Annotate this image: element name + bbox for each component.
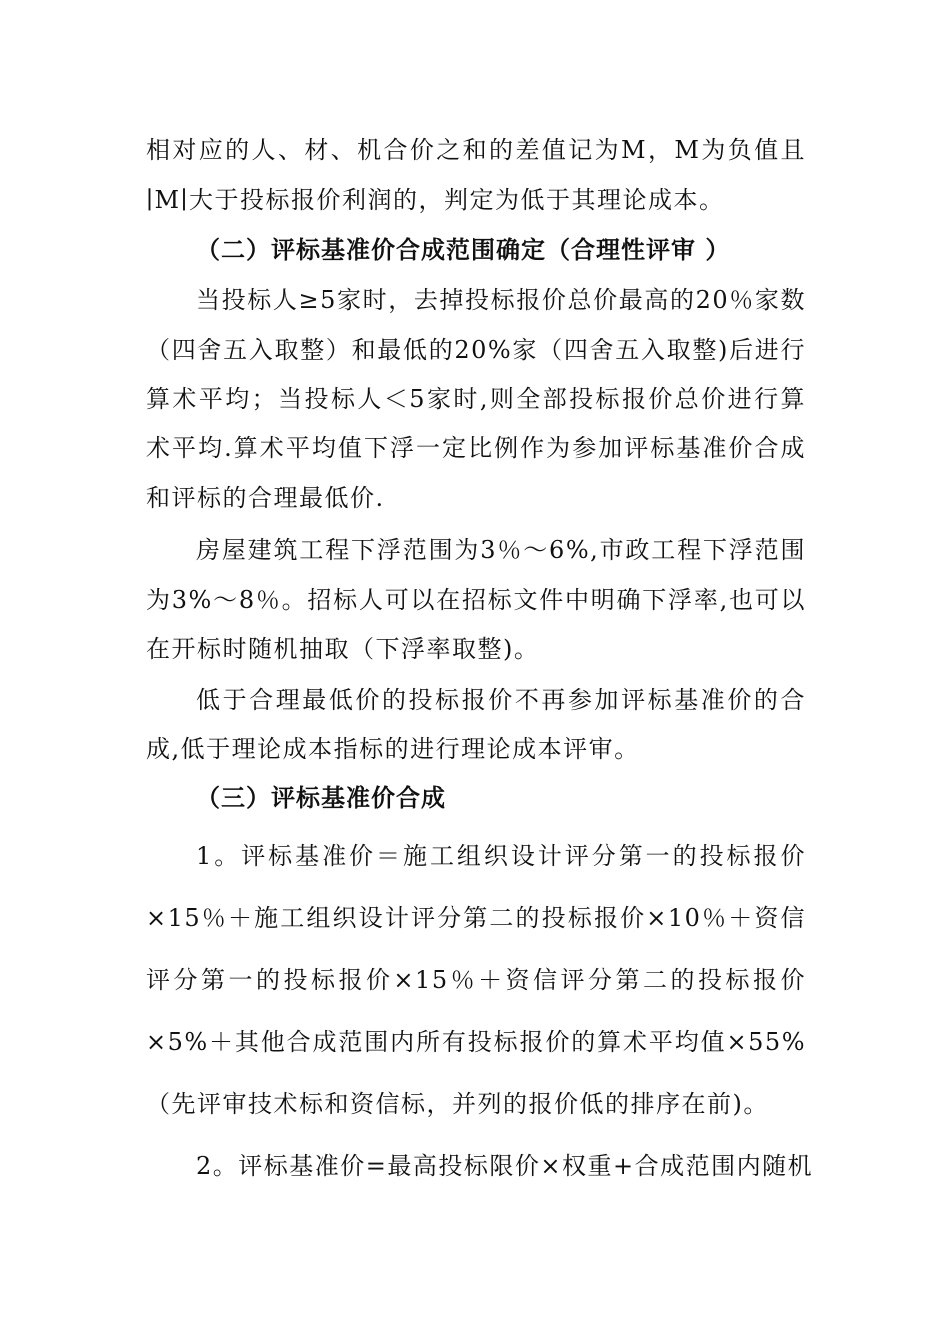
section-heading: （二）评标基准价合成范围确定（合理性评审 ） xyxy=(196,235,731,264)
body-line: ×15％＋施工组织设计评分第二的投标报价×10％＋资信 xyxy=(146,904,806,932)
body-line: 房屋建筑工程下浮范围为3％～6%,市政工程下浮范围 xyxy=(196,536,806,564)
body-line: 相对应的人、材、机合价之和的差值记为M，M为负值且 xyxy=(146,136,806,164)
section-heading: （三）评标基准价合成 xyxy=(196,783,446,812)
body-line: 为3%～8％。招标人可以在招标文件中明确下浮率,也可以 xyxy=(146,586,806,614)
body-line: （先评审技术标和资信标，并列的报价低的排序在前)。 xyxy=(146,1090,769,1118)
body-line: 1。评标基准价＝施工组织设计评分第一的投标报价 xyxy=(196,842,806,870)
body-line: 在开标时随机抽取（下浮率取整)。 xyxy=(146,635,540,663)
body-line: ∣M∣大于投标报价利润的，判定为低于其理论成本。 xyxy=(146,186,725,214)
body-line: 术平均.算术平均值下浮一定比例作为参加评标基准价合成 xyxy=(146,434,806,462)
body-line: 和评标的合理最低价. xyxy=(146,484,385,512)
body-line: （四舍五入取整）和最低的20%家（四舍五入取整)后进行 xyxy=(146,336,806,364)
body-line: 当投标人≥5家时，去掉投标报价总价最高的20％家数 xyxy=(196,286,806,314)
body-line: 低于合理最低价的投标报价不再参加评标基准价的合 xyxy=(196,686,806,714)
body-line: 算术平均；当投标人＜5家时,则全部投标报价总价进行算 xyxy=(146,385,806,413)
body-line: 2。评标基准价=最高投标限价×权重+合成范围内随机 xyxy=(196,1152,814,1180)
body-line: ×5%＋其他合成范围内所有投标报价的算术平均值×55% xyxy=(146,1028,806,1056)
body-line: 成,低于理论成本指标的进行理论成本评审。 xyxy=(146,735,640,763)
body-line: 评分第一的投标报价×15％＋资信评分第二的投标报价 xyxy=(146,966,806,994)
